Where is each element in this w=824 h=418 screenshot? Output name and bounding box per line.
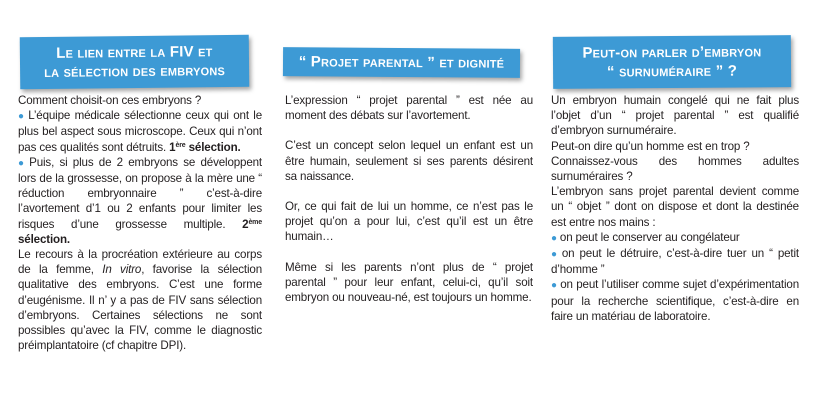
selection-number: 2 — [242, 217, 249, 231]
bullet-dot-icon: ● — [18, 111, 26, 123]
bullet-dot-icon: ● — [551, 249, 559, 261]
paragraph-1: L’expression “ projet parental ” est née au moment des débats sur l’avortement. — [285, 94, 533, 123]
paragraph-2: Peut-on dire qu’un homme est en trop ? — [551, 139, 750, 153]
bullet-dot-icon: ● — [551, 232, 557, 244]
column-fiv-selection — [18, 93, 262, 353]
selection-word: sélection. — [18, 232, 70, 246]
banner-fiv-selection — [20, 35, 250, 89]
column-embryon-surnumeraire — [551, 93, 799, 324]
bullet-dot-icon: ● — [551, 280, 558, 292]
question: Comment choisit-on ces embryons ? — [18, 94, 202, 107]
text: Le recours à la procréation extérieure au corps de la femme, — [18, 248, 262, 277]
paragraph-eugenisme — [18, 247, 262, 353]
bullet-text: on peut le conserver au congélateur — [559, 230, 740, 244]
bullet-text: on peut le détruire, c’est-à-dire tuer un “ petit d’homme ” — [551, 247, 799, 277]
text: , favorise la sélection qualitative des embryons. C’est une forme d’eugénisme. Il n’ y a pas de FIV sans sélection d’embryons. Certaines sélections ne sont possibles qu’avec la FIV, comme le diagnostic préimplantatoire (cf chapitre DPI). — [18, 263, 262, 353]
banner-title-line1: Le lien entre la FIV et — [56, 43, 213, 62]
bullet-text: on peut l’utiliser comme sujet d’expérimentation pour la recherche scientifique, c’est-à-dire en faire un matériau de laboratoire. — [551, 278, 799, 323]
paragraph-1: Un embryon humain congelé qui ne fait plus l’objet d’un “ projet parental ” est qualifié d’embryon surnuméraire. — [551, 94, 799, 138]
bullet-item-3 — [551, 277, 799, 324]
bullet-text: Puis, si plus de 2 embryons se développent lors de la grossesse, on propose à la mère une “ réduction embryonnaire ” c’est-à-dire l’avortement d’1 ou 2 enfants pour limiter les risques d’une grossesse multiple. — [18, 155, 263, 231]
banner-embryon-surnumeraire — [553, 35, 791, 89]
paragraph-3: Or, ce qui fait de lui un homme, ce n’est pas le projet qu’on a pour lui, c’est qu’il est un être humain… — [285, 200, 533, 244]
bullet-paragraph-1 — [18, 108, 262, 155]
banner-projet-parental — [283, 47, 520, 78]
paragraph-4: Même si les parents n’ont plus de “ projet parental ” pour leur enfant, celui-ci, qu’il soit embryon ou nouveau-né, est toujours un homme. — [285, 260, 533, 305]
selection-number: 1 — [169, 140, 176, 154]
banner-title-line2: la sélection des embryons — [44, 62, 226, 81]
selection-tag — [169, 141, 240, 154]
paragraph-3: Connaissez-vous des hommes adultes surnuméraires ? — [551, 154, 799, 184]
italic-text: In vitro — [102, 263, 142, 277]
banner-title-line1: Peut-on parler d’embryon — [582, 43, 762, 62]
banner-title-line2: “ surnuméraire ” ? — [606, 62, 738, 81]
selection-ordinal: ème — [248, 218, 262, 226]
bullet-paragraph-2 — [18, 155, 262, 247]
bullet-dot-icon: ● — [18, 157, 27, 169]
paragraph-4: L’embryon sans projet parental devient comme un “ objet ” dont on dispose et dont la destinée est entre nos mains : — [551, 185, 799, 229]
paragraph-2: C’est un concept selon lequel un enfant est un être humain, seulement si ses parents désirent sa naissance. — [285, 139, 533, 183]
selection-word: sélection. — [188, 140, 241, 154]
banner-title: “ Projet parental ” et dignité — [298, 53, 505, 72]
bullet-text: L’équipe médicale sélectionne ceux qui ont le plus bel aspect sous microscope. Ceux qui n’ont pas ces qualités sont détruits. — [18, 109, 262, 154]
selection-ordinal: ère — [175, 141, 186, 149]
bullet-item-1 — [551, 230, 799, 246]
column-projet-parental — [285, 93, 533, 305]
bullet-item-2 — [551, 246, 799, 277]
